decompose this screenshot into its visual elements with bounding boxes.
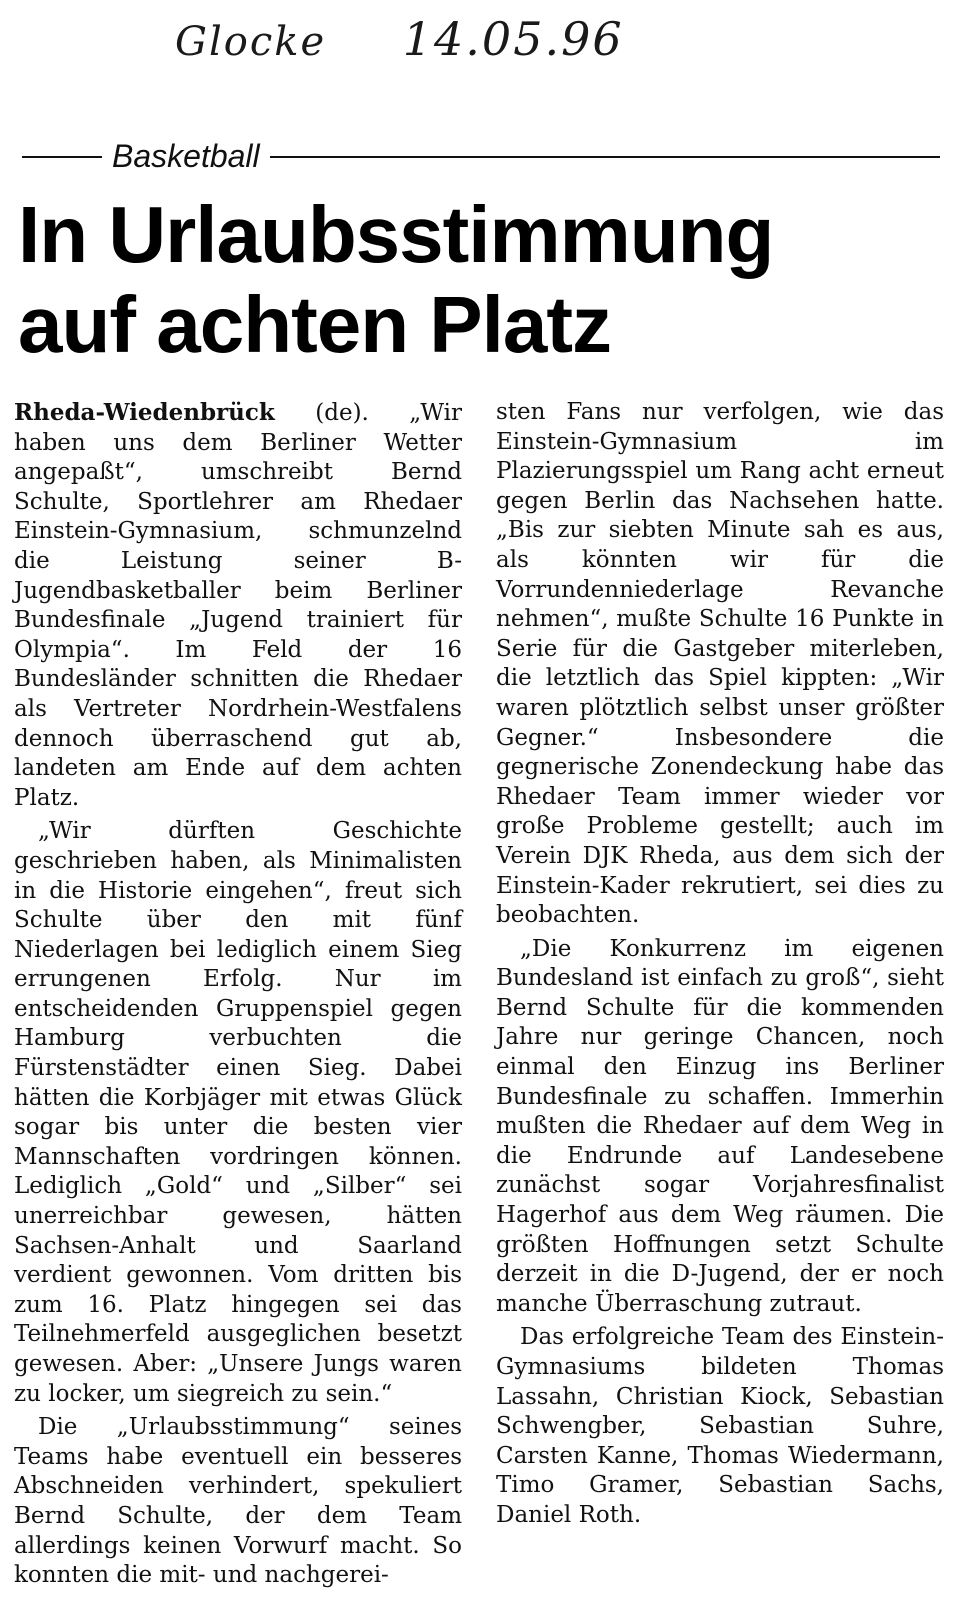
article-column-2 <box>496 398 944 1595</box>
headline-line-1: In Urlaubsstimmung <box>18 190 774 279</box>
article-paragraph: sten Fans nur verfolgen, wie das Einstein-Gymnasium im Plazierungsspiel um Rang acht erneut gegen Berlin das Nachsehen hatte. „Bis zur siebten Minute sah es aus, als könnten wir für die Vorrundenniederlage Revanche nehmen“, mußte Schulte 16 Punkte in Serie für die Gastgeber miterleben, die letztlich das Spiel kippten: „Wir waren plötztlich selbst unser größter Gegner.“ Insbesondere die gegnerische Zonendeckung habe das Rhedaer Team immer wieder vor große Probleme gestellt; auch im Verein DJK Rheda, aus dem sich der Einstein-Kader rekrutiert, sei dies zu beobachten. <box>496 399 944 929</box>
section-kicker <box>22 138 940 175</box>
article-paragraph: „Die Konkurrenz im eigenen Bundesland ist einfach zu groß“, sieht Bernd Schulte für die kommenden Jahre nur geringe Chancen, noch einmal den Einzug ins Berliner Bundesfinale zu schaffen. Immerhin mußten die Rhedaer auf dem Weg in die Endrunde auf Landesebene zunächst sogar Vorjahresfinalist Hagerhof aus dem Weg räumen. Die größten Hoffnungen setzt Schulte derzeit in die D-Jugend, der er noch manche Überraschung zutraut. <box>496 935 944 1317</box>
article-column-1 <box>14 398 462 1595</box>
handwritten-date: 14.05.96 <box>402 12 624 66</box>
article-paragraph: „Wir dürften Geschichte geschrieben haben, als Minimalisten in die Historie eingehen“, freut sich Schulte über den mit fünf Niederlagen bei lediglich einem Sieg errungenen Erfolg. Nur im entscheidenden Gruppenspiel gegen Hamburg verbuchten die Fürstenstädter einen Sieg. Dabei hätten die Korbjäger mit etwas Glück sogar bis unter die besten vier Mannschaften vordringen können. Lediglich „Gold“ und „Silber“ sei unerreichbar gewesen, hätten Sachsen-Anhalt und Saarland verdient gewonnen. Vom dritten bis zum 16. Platz hingegen sei das Teilnehmerfeld ausgeglichen besetzt gewesen. Aber: „Unsere Jungs waren zu locker, um siegreich zu sein.“ <box>14 818 462 1407</box>
headline <box>18 190 948 370</box>
kicker-rule-left <box>22 156 102 158</box>
paragraph-text: (de). „Wir haben uns dem Berliner Wetter angepaßt“, umschreibt Bernd Schulte, Sportlehrer am Rhedaer Einstein-Gymnasium, schmunzelnd die Leistung seiner B-Jugendbasketballer beim Berliner Bundesfinale „Jugend trainiert für Olympia“. Im Feld der 16 Bundesländer schnitten die Rhedaer als Vertreter Nordrhein-Westfalens dennoch überraschend gut ab, landeten am Ende auf dem achten Platz. <box>14 400 462 811</box>
handwritten-note <box>175 12 624 66</box>
article-paragraph <box>14 398 462 813</box>
dateline: Rheda-Wiedenbrück <box>14 399 275 426</box>
headline-line-2: auf achten Platz <box>18 280 612 369</box>
article-body <box>14 398 944 1595</box>
kicker-rule-right <box>270 156 940 158</box>
handwritten-signature: Glocke <box>175 19 327 65</box>
article-paragraph: Das erfolgreiche Team des Einstein-Gymnasiums bildeten Thomas Lassahn, Christian Kiock, Sebastian Schwengber, Sebastian Suhre, Carsten Kanne, Thomas Wiedermann, Timo Gramer, Sebastian Sachs, Daniel Roth. <box>496 1324 944 1528</box>
kicker-label: Basketball <box>112 138 260 174</box>
article-paragraph: Die „Urlaubsstimmung“ seines Teams habe eventuell ein besseres Abschneiden verhindert, spekuliert Bernd Schulte, der dem Team allerdings keinen Vorwurf macht. So konnten die mit- und nachgerei- <box>14 1414 462 1589</box>
